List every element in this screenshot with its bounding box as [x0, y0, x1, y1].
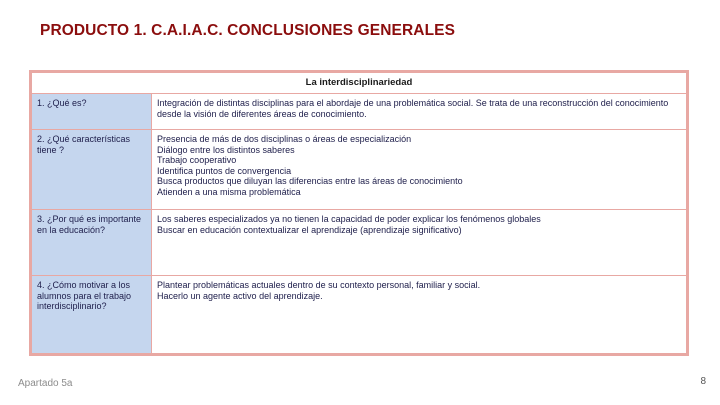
table-header-row: [32, 73, 687, 94]
interdisciplinarity-table: [29, 70, 689, 356]
answer-cell: [152, 130, 687, 210]
table-row: [32, 94, 687, 130]
answer-line: Plantear problemáticas actuales dentro de su contexto personal, familiar y social.: [157, 280, 481, 290]
answer-cell: [152, 276, 687, 354]
answer-cell: [152, 94, 687, 130]
question-cell: 4. ¿Cómo motivar a los alumnos para el trabajo interdisciplinario?: [32, 276, 152, 354]
question-cell: 1. ¿Qué es?: [32, 94, 152, 130]
answer-cell: [152, 210, 687, 276]
table-row: [32, 210, 687, 276]
page-number: 8: [700, 376, 706, 387]
table-row: [32, 130, 687, 210]
answer-line: Busca productos que diluyan las diferencias entre las áreas de conocimiento: [157, 176, 463, 186]
answer-line: Diálogo entre los distintos saberes: [157, 144, 295, 155]
answer-line: Identifica puntos de convergencia: [157, 165, 292, 176]
question-cell: 2. ¿Qué características tiene ?: [32, 130, 152, 210]
summary-table: [31, 72, 687, 354]
answer-line: Integración de distintas disciplinas para el abordaje de una problemática social. Se trata de una reconstrucción del conocimiento desde la visión de diferentes áreas de conocimiento.: [157, 98, 669, 119]
footer-text: Apartado 5a: [18, 378, 73, 389]
table-header: La interdisciplinariedad: [32, 73, 687, 94]
slide-title: PRODUCTO 1. C.A.I.A.C. CONCLUSIONES GENERALES: [40, 22, 456, 39]
answer-line: Hacerlo un agente activo del aprendizaje.: [157, 290, 323, 301]
answer-line: Trabajo cooperativo: [157, 155, 237, 165]
answer-line: Buscar en educación contextualizar el aprendizaje (aprendizaje significativo): [157, 224, 462, 235]
answer-line: Presencia de más de dos disciplinas o áreas de especialización: [157, 134, 412, 144]
question-cell: 3. ¿Por qué es importante en la educación?: [32, 210, 152, 276]
answer-line: Los saberes especializados ya no tienen la capacidad de poder explicar los fenómenos globales: [157, 214, 541, 224]
table-row: [32, 276, 687, 354]
answer-line: Atienden a una misma problemática: [157, 186, 301, 197]
